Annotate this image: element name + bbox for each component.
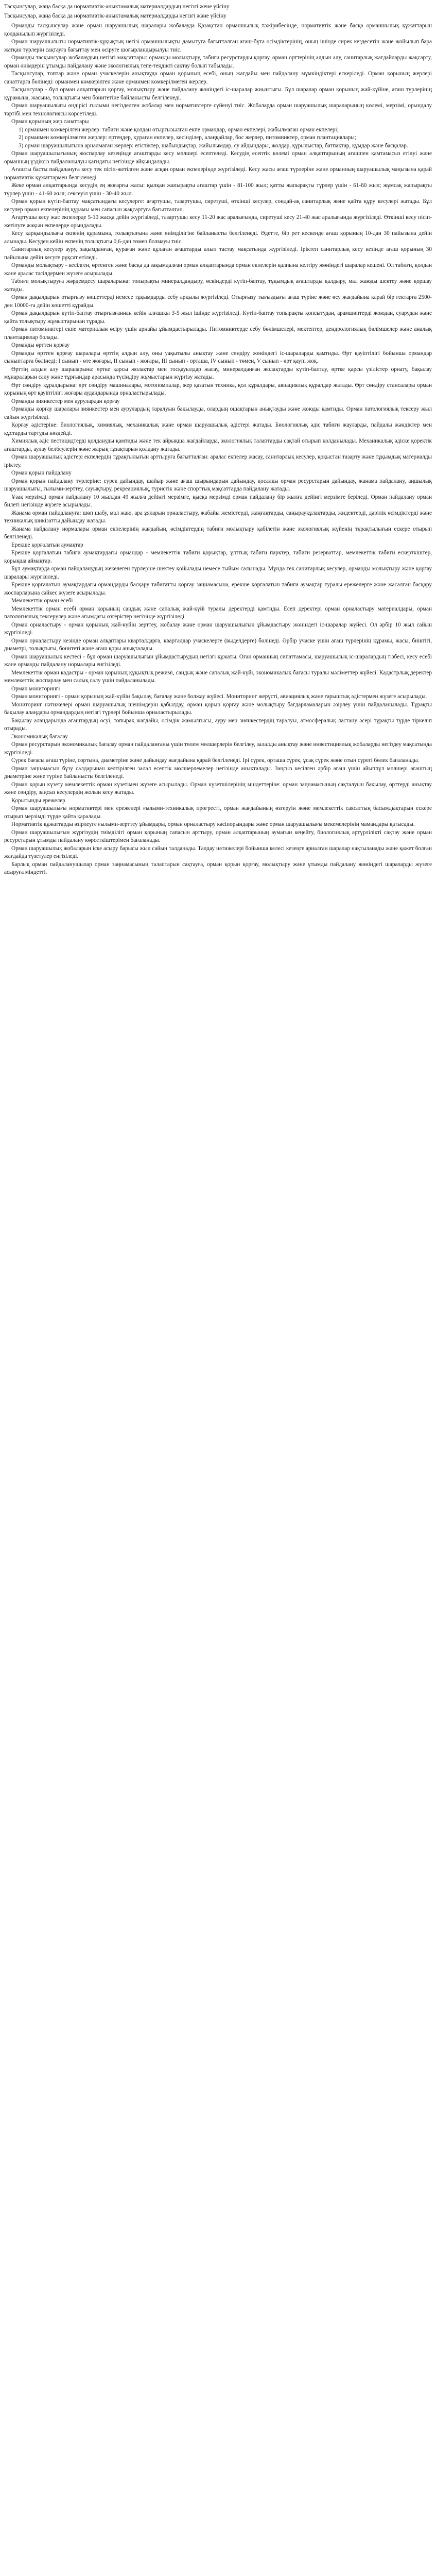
paragraph: Орманды тасқынсулар және орман шаруашылық шаралары жобалауда Қазақстан орманшылық тәжірибесінде, нормативтік және басқа орманшылық құжаттарын қолданылып жүргізіледі. [4, 23, 432, 37]
paragraph: Орман орналастыру кезінде орман алқаптары кварталдарға, кварталдар учаскелерге (выделдерге) бөлінеді. Әрбір учаске үшін ағаш түрлерінің құрамы, жасы, биіктігі, диаметрі, толықтығы, бонитеті және ағаш қоры анықталады. [4, 637, 432, 652]
paragraph: Орман қорын күтіп-баптау мақсатындағы кесулерге: ағартушы, тазартушы, сиретуші, өткінші кесулер, сондай-ақ санитарлық және қайта құру кесулері жатады. Бұл кесулер орман екпелерінің құрамы мен сапасын жақсартуға бағытталған. [4, 198, 432, 213]
paragraph: Мемлекеттік орман кадастры - орман қорының құқықтық режимі, сандық және сапалық жай-күйі, экономикалық бағасы туралы мәліметтер жүйесі. Кадастрлық деректер мемлекеттік жоспарлау мен салық салу үшін пайдаланылады. [4, 669, 432, 684]
paragraph: Ағашты басты пайдалануға кесу тек пісіп-жетілген және асқан орман екпелерінде жүргізіледі. Кесу жасы ағаш түрлеріне және орманның шаруашылық маңызына қарай нормативтік құжаттармен белгіленеді. [4, 166, 432, 181]
section-heading: Орман қорын пайдалану [11, 470, 72, 476]
paragraph: Орман заңнамасын бұзу салдарынан келтірілген залал есептік мөлшерлемелер негізінде анықталады. Заңсыз кесілген әрбір ағаш үшін айыппұл мөлшері ағаштың диаметріне және түріне байланысты белгіленеді. [4, 765, 432, 779]
list-item: 1) орманмен көмкерілген жерлер: табиғи және қолдан отырғызылған екпе ормандар, орман екпелері, жабылмаған орман екпелері; [19, 126, 339, 133]
document-page [0, 0, 436, 882]
paragraph: Тасқынсулар - бұл орман алқаптарын қорғау, молықтыру және пайдалану жөніндегі іс-шаралар жиынтығы. Бұл шаралар орман қорының жай-күйіне, ағаш түрлерінің құрамына, жасына, толықтығы мен бонитетіне байланысты белгіленеді. [4, 87, 432, 101]
section-heading: Мемлекеттік орман есебі [11, 598, 73, 604]
paragraph: Ерекше қорғалатын табиғи аумақтардағы ормандар - мемлекеттік табиғи қорықтар, ұлттық табиғи парктер, табиғи резерваттар, мемлекеттік табиғи ескерткіштер, қорықша аймақтар. [4, 550, 432, 564]
paragraph: Өрт сөндіру құралдарына: өрт сөндіру машиналары, мотопомпалар, жер қазатын техника, қол құралдары, авиациялық құралдар жатады. Өрт сөндіру стансалары орман қорының өрт қауіптілігі жоғары аудандарында орналастырылады. [4, 382, 432, 396]
paragraph: Тасқынсулар, топтар және орман учаскелерін анықтауда орман қорының есебі, оның жағдайы мен пайдалану мүмкіндіктері ескеріледі. Орман қорының жерлері санаттарға бөлінеді: орманмен көмкерілген және орманмен көмкерілмеген жерлер. [4, 71, 432, 85]
section-heading: Орман қорының жер санаттары [11, 118, 89, 125]
paragraph: Орман ресурстарын экономикалық бағалау орман пайдаланғаны үшін төлем мөлшерлерін белгілеу, залалды анықтау және инвестициялық жобаларды негіздеу мақсатында жүргізіледі. [4, 741, 432, 756]
paragraph: Сүрек бағасы ағаш түріне, сортына, диаметріне және дайындау жағдайына қарай белгіленеді. Ірі сүрек, орташа сүрек, ұсақ сүрек және отын сүрегі бөлек бағаланады. [11, 757, 420, 764]
paragraph: Бақылау алаңдарында ағаштардың өсуі, топырақ жағдайы, өсімдік жамылғысы, ауру мен зиянкестердің таралуы, атмосфералық ластану әсері тұрақты түрде тіркеліп отырады. [4, 717, 432, 732]
section-heading: Орманды өрттен қорғау [11, 342, 70, 348]
paragraph: Ағартушы кесу жас екпелерде 5-10 жасқа дейін жүргізіледі, тазартушы кесу 11-20 жас аралығында, сиретуші кесу 21-40 жас аралығында жүргізіледі. Өткінші кесу пісіп-жетілуге жақын екпелерде орындалады. [4, 214, 432, 229]
paragraph: Табиғи молықтыруға жәрдемдесу шараларына: топырақты минералдандыру, өскіндерді күтіп-баптау, тұқымдық ағаштарды қалдыру, мал жаюды шектеу және қоршау жатады. [4, 278, 432, 293]
section-heading: Орман мониторингі [11, 685, 60, 692]
paragraph: Орманды өрттен қорғау шаралары өрттің алдын алу, оны уақытылы анықтау және сөндіру жөніндегі іс-шараларды қамтиды. Өрт қауіптілігі бойынша ормандар сыныптарға бөлінеді: I сынып - өте жоғары, II сынып - жоғары, III сынып - орташа, IV сынып - төмен, V сынып - өрт қаупі жоқ. [4, 350, 432, 364]
paragraph: Санитарлық кесулер ауру, зақымданған, қураған және құлаған ағаштарды алып тастау мақсатында жүргізіледі. Іріктеп санитарлық кесу кезінде ағаш қорының 30 пайызына дейін кесуге рұқсат етіледі. [4, 246, 432, 261]
paragraph: Қорғау әдістеріне: биологиялық, химиялық, механикалық және орман шаруашылық әдістері жатады. Биологиялық әдіс табиғи жауларды, пайдалы жәндіктер мен құстарды тартуды көздейді. [4, 422, 432, 436]
list-item: 2) орманмен көмкерілмеген жерлер: өртеңдер, қураған екпелер, кесінділер, алаңқайлар, бос жерлер, питомниктер, орман плантациялары; [19, 134, 356, 141]
paragraph: Орман дақылдарын күтіп-баптау отырғызғаннан кейін алғашқы 3-5 жыл ішінде жүргізіледі. Күтіп-баптау топырақты қопсытудан, арамшөптерді жоюдан, суарудан және қайта толықтыру жұмыстарынан тұрады. [4, 310, 432, 325]
paragraph: Мониторинг нәтижелері орман шаруашылық шешімдерін қабылдау, орман қорын қорғау және молықтыру бағдарламаларын әзірлеу үшін пайдаланылады. Тұрақты бақылау алаңдары ормандардың негізгі түрлері бойынша орналастырылады. [4, 701, 432, 716]
paragraph: Орман шаруашылығы нормативтері мен ережелері ғылыми-техникалық прогресті, орман жағдайының өзгеруін және мемлекеттік саясаттың басымдықтарын ескере отырып мерзімді түрде қайта қаралады. [4, 805, 432, 820]
paragraph: Мемлекеттік орман есебі орман қорының сандық және сапалық жай-күйі туралы деректерді қамтиды. Есеп деректері орман орналастыру материалдары, орман патологиялық тексерулер және ағымдағы өзгерістер негізінде жүргізіледі. [4, 605, 432, 620]
paragraph: Орман шаруашылығын жүргізудің тиімділігі орман қорының сапасын арттыру, орман алқаптарының аумағын кеңейту, биологиялық әртүрлілікті сақтау және орман ресурстарын ұтымды пайдалану көрсеткіштерімен бағаланады. [4, 829, 432, 843]
document-title: Тасқынсулар, жаңа басқа да нормативтік-аныктамалық материалдардың негізгі жене үйсіну [4, 4, 230, 10]
paragraph: Орманды қорғау шаралары зиянкестер мен аурулардың таралуын бақылауды, олардың ошақтарын анықтауды және жоюды қамтиды. Орман патологиялық тексеру жыл сайын жүргізіледі. [4, 406, 432, 420]
document-body [4, 22, 432, 877]
paragraph: Ерекше қорғалатын аумақтардағы ормандарды басқару табиғатты қорғау заңнамасына, ерекше қорғалатын табиғи аумақтар туралы ережелерге және жасалған басқару жоспарларына сәйкес жүзеге асырылады. [4, 582, 432, 596]
paragraph: Орман қорын күзету мемлекеттік орман күзетімен жүзеге асырылады. Орман күзетшілерінің міндеттеріне: орман заңнамасының сақталуын бақылау, өрттерді анықтау және сөндіру, заңсыз кесулердің жолын кесу жатады. [4, 781, 432, 795]
paragraph: Орман шаруашылығы нормативтік-құқықтық негізі орманшылықты дамытуға бағытталған ағаш-бұта өсімдіктерінің, оның ішінде сирек кездесетін және жойылып бара жатқан түрлерін сақтауға бағыттау мен өсіруге шоғырландырылуы тиіс. [4, 39, 432, 53]
paragraph: Орман шаруашылық әдістері екпелердің тұрақтылығын арттыруға бағытталған: аралас екпелер жасау, санитарлық кесулер, қоқыстан тазарту және тұқымдық материалды іріктеу. [4, 454, 432, 468]
paragraph: Жанама пайдалану нормалары орман екпелерінің жағдайын, өсімдіктердің табиғи молықтыру қабілетін және экологиялық жүйенің тұрақтылығын ескере отырып белгіленеді. [4, 526, 432, 540]
paragraph: Кесу қарқындылығы екпенің құрамына, толықтығына және өнімділігіне байланысты белгіленеді. Әдетте, бір рет кескенде ағаш қорының 10-дан 30 пайызына дейін алынады. Кесуден кейін екпенің толықтығы 0,6-дан төмен болмауы тиіс. [4, 230, 432, 245]
paragraph: Орман питомниктері екпе материалын өсіру үшін арнайы ұйымдастырылады. Питомниктерде себу бөлімшелері, мектептер, дендрологиялық бөлімшелер және аналық плантациялар болады. [4, 326, 432, 341]
paragraph: Барлық орман пайдаланушылар орман заңнамасының талаптарын сақтауға, орман қорын қорғау, молықтыру және ұтымды пайдалану жөніндегі шараларды жүзеге асыруға міндетті. [4, 861, 432, 875]
document-subtitle: Тасқынсулар, жаңа басқа да нормативтік-аныктамалық материалдарды негізгі және үйсіну [4, 12, 226, 19]
paragraph: Химиялық әдіс пестицидтерді қолдануды қамтиды және тек айрықша жағдайларда, экологиялық талаптарды сақтай отырып қолданылады. Механикалық әдіске қоректік ағаштарды, аулау белбеулерін және жарық тұзақтарын қолдану жатады. [4, 438, 432, 452]
paragraph: Бұл аумақтарда орман пайдаланудың жекелеген түрлеріне шектеу қойылады немесе тыйым салынады. Мұнда тек санитарлық кесулер, орманды молықтыру және қорғау шаралары жүргізіледі. [4, 566, 432, 580]
paragraph: Ұзақ мерзімді орман пайдалану 10 жылдан 49 жылға дейінгі мерзімге, қысқа мерзімді орман пайдалану бір жылға дейінгі мерзімге беріледі. Орман пайдалану орман билеті негізінде жүзеге асырылады. [4, 494, 432, 508]
paragraph: Орманды молықтыру - кесілген, өртенген және басқа да зақымдалған орман алқаптарында орман екпелерін қалпына келтіру жөніндегі шаралар кешені. Ол табиғи, қолдан және аралас тәсілдермен жүзеге асырылады. [4, 262, 432, 277]
paragraph: Нормативтік құжаттарды әзірлеуге ғылыми-зерттеу ұйымдары, орман орналастыру кәсіпорындары және орман шаруашылығы мекемелерінің мамандары қатысады. [11, 821, 415, 827]
paragraph: Орман қорын пайдалану түрлеріне: сүрек дайындау, шайыр және ағаш шырындарын дайындау, қосалқы орман ресурстарын дайындау, жанама пайдалану, аңшылық шаруашылығы, ғылыми-зерттеу, сауықтыру, рекреациялық, туристік және спорттық мақсаттарда пайдалану жатады. [4, 478, 432, 492]
list-item: 3) орман шаруашылығына арналмаған жерлер: егістіктер, шабындықтар, жайылымдар, су айдындары, жолдар, құрылыстар, батпақтар, құмдар және басқалар. [19, 142, 408, 149]
section-heading: Экономикалық бағалау [11, 733, 68, 740]
paragraph: Орманды тасқынсулар жобалаудың негізгі мақсаттары: орманды молықтыру, табиғи ресурстарды қорғау, орман өрттерінің алдын алу, санитарлық жағдайларды жақсарту, орман өнімдерін ұтымды пайдалану және экологиялық тепе-теңдікті сақтау болып табылады. [4, 55, 432, 69]
paragraph: Орман мониторингі - орман қорының жай-күйін бақылау, бағалау және болжау жүйесі. Мониторинг жерүсті, авиациялық және ғарыштық әдістермен жүзеге асырылады. [11, 693, 427, 700]
paragraph: Жанама орман пайдалануға: шөп шабу, мал жаю, ара ұяларын орналастыру, жабайы жемістерді, жаңғақтарды, саңырауқұлақтарды, жидектерді, дәрілік өсімдіктерді және техникалық шикізатты дайындау жатады. [4, 510, 432, 524]
paragraph: Орман шаруашылық жобаларын іске асыру барысы жыл сайын талданады. Талдау нәтижелері бойынша келесі кезеңге арналған шаралар нақтыланады және қажет болған жағдайда түзетулер енгізіледі. [4, 845, 432, 859]
paragraph: Орман шаруашылық кестесі - бұл орман шаруашылығын ұйымдастырудың негізгі құжаты. Оған орманның сипаттамасы, шаруашылық іс-шаралардың тізбесі, кесу есебі және орманды пайдалану нормалары енгізіледі. [4, 653, 432, 668]
paragraph: Жеке орман алқаптарында кесудің ең жоғарғы жасы: қылқан жапырақты ағаштар үшін - 81-100 жыл; қатты жапырақты түрлер үшін - 61-80 жыл; жұмсақ жапырақты түрлер үшін - 41-60 жыл; сексеуіл үшін - 30-40 жыл. [4, 182, 432, 197]
section-heading: Қорытынды ережелер [11, 797, 65, 804]
paragraph: Орман орналастыру - орман қорының жай-күйін зерттеу, жобалау және орман шаруашылығын ұйымдастыру жөніндегі іс-шаралар жүйесі. Ол әрбір 10 жыл сайын жүргізіледі. [4, 621, 432, 636]
section-heading: Ерекше қорғалатын аумақтар [11, 541, 83, 548]
paragraph: Орман дақылдарын отырғызу көшеттерді немесе тұқымдарды себу арқылы жүргізіледі. Отырғызу тығыздығы ағаш түріне және өсу жағдайына қарай бір гектарға 2500-ден 10000-ға дейін көшетті құрайды. [4, 294, 432, 309]
paragraph: Орман шаруашылығы өндірісі ғылыми негізделген жобалар мен нормативтерге сүйенуі тиіс. Жобаларда орман шаруашылық шараларының көлемі, мерзімі, орындалу тәртібі мен технологиясы көрсетіледі. [4, 103, 432, 117]
paragraph: Орман шаруашылығының жоспарлау кезеңінде ағаштарды кесу мөлшері есептеледі. Кесудің есептік көлемі орман алқаптарының ағашпен қамтамасыз етілуі және орманның үздіксіз пайдаланылуы қағидаты негізінде айқындалады. [4, 150, 432, 165]
paragraph: Өрттің алдын алу шараларына: өртке қарсы жолақтар мен тосқауылдар жасау, минералданған жолақтарды күтіп-баптау, өртке қарсы үзілістер орнату, бақылау мұнараларын салу және тұрғындар арасында түсіндіру жұмыстарын жүргізу жатады. [4, 366, 432, 380]
section-heading: Орманды зиянкестер мен аурулардан қорғау [11, 398, 120, 404]
